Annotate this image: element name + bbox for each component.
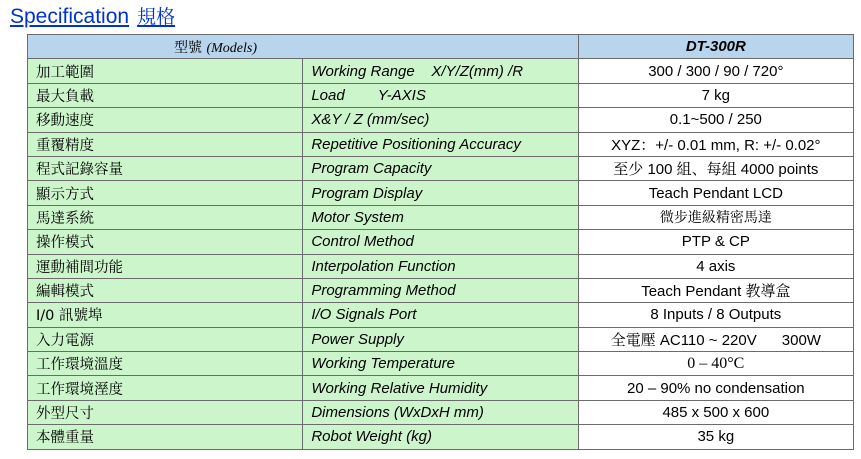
table-header-row (28, 35, 854, 59)
row-en: Working Temperature (303, 352, 578, 376)
row-en: Program Display (303, 181, 578, 205)
table-row (28, 59, 854, 83)
row-zh: 操作模式 (28, 230, 303, 254)
page-title (10, 4, 175, 30)
row-zh: 最大負載 (28, 83, 303, 107)
table-row (28, 278, 854, 302)
table-row (28, 352, 854, 376)
row-value: 4 axis (578, 254, 853, 278)
row-en: Interpolation Function (303, 254, 578, 278)
row-en: Working Relative Humidity (303, 376, 578, 400)
row-zh: 馬達系統 (28, 205, 303, 229)
row-zh: 入力電源 (28, 327, 303, 351)
row-en: Programming Method (303, 278, 578, 302)
row-zh: 工作環境溫度 (28, 352, 303, 376)
row-en: Repetitive Positioning Accuracy (303, 132, 578, 156)
row-en: X&Y / Z (mm/sec) (303, 108, 578, 132)
row-en: Working Range X/Y/Z(mm) /R (303, 59, 578, 83)
table-row (28, 254, 854, 278)
table-row (28, 425, 854, 449)
row-en: Robot Weight (kg) (303, 425, 578, 449)
row-en: Dimensions (WxDxH mm) (303, 400, 578, 424)
row-value: 至少 100 組、每組 4000 points (578, 156, 853, 180)
row-en: I/O Signals Port (303, 303, 578, 327)
header-label-en: (Models) (206, 40, 257, 56)
row-value: 485 x 500 x 600 (578, 400, 853, 424)
title-zh: 規格 (137, 6, 176, 28)
table-row (28, 181, 854, 205)
row-value: Teach Pendant 教導盒 (578, 278, 853, 302)
table-row (28, 303, 854, 327)
row-value: 20 – 90% no condensation (578, 376, 853, 400)
table-row (28, 108, 854, 132)
row-en: Load Y-AXIS (303, 83, 578, 107)
spec-table (27, 34, 854, 450)
row-value: PTP & CP (578, 230, 853, 254)
row-zh: 移動速度 (28, 108, 303, 132)
header-model-cell: DT-300R (578, 35, 853, 59)
header-label-zh: 型號 (174, 39, 202, 56)
row-zh: 工作環境溼度 (28, 376, 303, 400)
row-zh: 本體重量 (28, 425, 303, 449)
row-zh: 加工範圍 (28, 59, 303, 83)
row-value: 7 kg (578, 83, 853, 107)
row-zh: 運動補間功能 (28, 254, 303, 278)
row-en: Motor System (303, 205, 578, 229)
row-value: 0.1~500 / 250 (578, 108, 853, 132)
row-zh: 編輯模式 (28, 278, 303, 302)
row-zh: I/0 訊號埠 (28, 303, 303, 327)
header-label-cell (28, 35, 579, 59)
title-en: Specification (10, 5, 130, 28)
row-value: XYZ：+/- 0.01 mm, R: +/- 0.02° (578, 132, 853, 156)
row-value: 300 / 300 / 90 / 720° (578, 59, 853, 83)
table-row (28, 400, 854, 424)
row-value: 全電壓 AC110 ~ 220V 300W (578, 327, 853, 351)
row-value: 0 – 40°C (578, 352, 853, 376)
table-row (28, 230, 854, 254)
row-zh: 外型尺寸 (28, 400, 303, 424)
table-row (28, 376, 854, 400)
row-value: 微步進級精密馬達 (578, 205, 853, 229)
row-en: Control Method (303, 230, 578, 254)
table-row (28, 83, 854, 107)
table-row (28, 205, 854, 229)
row-zh: 程式記錄容量 (28, 156, 303, 180)
row-value: 8 Inputs / 8 Outputs (578, 303, 853, 327)
table-row (28, 327, 854, 351)
row-value: 35 kg (578, 425, 853, 449)
row-zh: 顯示方式 (28, 181, 303, 205)
row-value: Teach Pendant LCD (578, 181, 853, 205)
row-en: Program Capacity (303, 156, 578, 180)
table-row (28, 132, 854, 156)
row-en: Power Supply (303, 327, 578, 351)
row-zh: 重覆精度 (28, 132, 303, 156)
table-row (28, 156, 854, 180)
